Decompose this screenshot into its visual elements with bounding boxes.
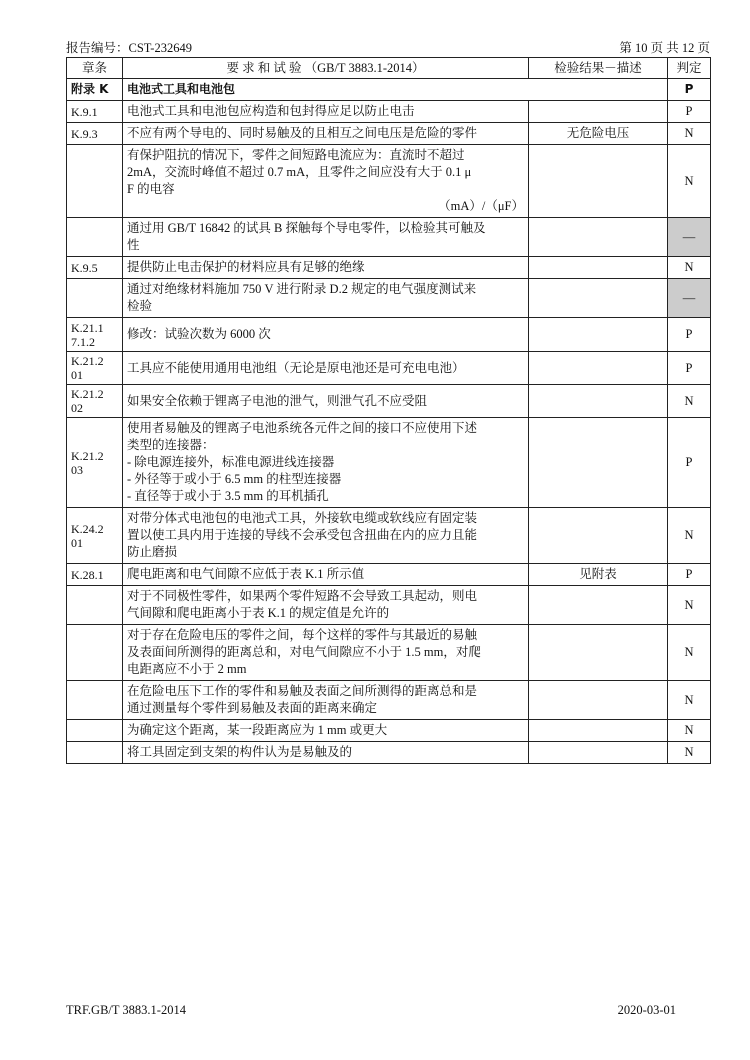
row-clause: K.9.1 bbox=[67, 101, 123, 123]
row-clause bbox=[67, 625, 123, 681]
row-result bbox=[529, 257, 668, 279]
row-verdict: N bbox=[668, 257, 711, 279]
row-requirement bbox=[123, 564, 529, 586]
row-requirement bbox=[123, 218, 529, 257]
table-row bbox=[67, 625, 711, 681]
requirement-line: 对于存在危险电压的零件之间，每个这样的零件与其最近的易触 bbox=[127, 628, 478, 642]
row-requirement bbox=[123, 742, 529, 764]
row-verdict: N bbox=[668, 123, 711, 145]
requirement-line: 如果安全依赖于锂离子电池的泄气，则泄气孔不应受阻 bbox=[127, 393, 428, 408]
row-verdict: P bbox=[668, 418, 711, 508]
table-row bbox=[67, 279, 711, 318]
row-clause bbox=[67, 720, 123, 742]
row-clause bbox=[67, 742, 123, 764]
col-header-result: 检验结果－描述 bbox=[529, 58, 668, 79]
row-requirement bbox=[123, 418, 529, 508]
col-header-verdict: 判定 bbox=[668, 58, 711, 79]
requirement-line: 使用者易触及的锂离子电池系统各元件之间的接口不应使用下述 bbox=[127, 421, 478, 435]
requirement-line: 通过用 GB/T 16842 的试具 B 探触每个导电零件，以检验其可触及 bbox=[127, 221, 486, 235]
table-row bbox=[67, 385, 711, 418]
row-result bbox=[529, 279, 668, 318]
row-requirement bbox=[123, 681, 529, 720]
requirement-line: 在危险电压下工作的零件和易触及表面之间所测得的距离总和是 bbox=[127, 684, 478, 698]
row-requirement bbox=[123, 586, 529, 625]
page-header bbox=[66, 39, 710, 57]
table-row bbox=[67, 564, 711, 586]
requirement-line: 通过测量每个零件到易触及表面的距离来确定 bbox=[127, 701, 378, 715]
row-requirement bbox=[123, 279, 529, 318]
annex-verdict: P bbox=[668, 79, 711, 101]
row-result bbox=[529, 318, 668, 352]
row-requirement bbox=[123, 352, 529, 385]
row-requirement bbox=[123, 385, 529, 418]
requirement-line: 电距离应不小于 2 mm bbox=[127, 662, 247, 676]
row-result: 见附表 bbox=[529, 564, 668, 586]
row-clause: K.24.2 01 bbox=[67, 508, 123, 564]
row-requirement bbox=[123, 101, 529, 123]
table-row bbox=[67, 101, 711, 123]
row-verdict: N bbox=[668, 681, 711, 720]
requirement-line: 2mA，交流时峰值不超过 0.7 mA，且零件之间应没有大于 0.1 μ bbox=[127, 165, 472, 179]
row-result bbox=[529, 145, 668, 218]
table-row bbox=[67, 720, 711, 742]
requirement-line: 检验 bbox=[127, 299, 153, 313]
row-result bbox=[529, 508, 668, 564]
row-clause bbox=[67, 586, 123, 625]
row-result bbox=[529, 352, 668, 385]
page-footer bbox=[66, 1003, 676, 1021]
row-clause: K.9.5 bbox=[67, 257, 123, 279]
requirement-line: 防止磨损 bbox=[127, 545, 178, 559]
requirement-line: 爬电距离和电气间隙不应低于表 K.1 所示值 bbox=[127, 567, 365, 581]
row-verdict: — bbox=[668, 218, 711, 257]
unit-suffix: （mA）/（μF） bbox=[438, 199, 524, 213]
row-clause: K.21.1 7.1.2 bbox=[67, 318, 123, 352]
row-result bbox=[529, 218, 668, 257]
row-result bbox=[529, 586, 668, 625]
row-verdict: N bbox=[668, 625, 711, 681]
row-verdict: N bbox=[668, 720, 711, 742]
row-verdict: N bbox=[668, 145, 711, 218]
row-clause bbox=[67, 145, 123, 218]
requirement-line: 将工具固定到支架的构件认为是易触及的 bbox=[127, 745, 353, 759]
table-row bbox=[67, 318, 711, 352]
row-verdict: N bbox=[668, 742, 711, 764]
row-requirement bbox=[123, 145, 529, 218]
row-verdict: P bbox=[668, 564, 711, 586]
requirement-line: 置以使工具内用于连接的导线不会承受包含扭曲在内的应力且能 bbox=[127, 528, 478, 542]
table-row bbox=[67, 218, 711, 257]
requirement-line: 及表面间所测得的距离总和，对电气间隙应不小于 1.5 mm，对爬 bbox=[127, 645, 481, 659]
requirement-line: 为确定这个距离，某一段距离应为 1 mm 或更大 bbox=[127, 723, 388, 737]
row-clause: K.9.3 bbox=[67, 123, 123, 145]
row-verdict: P bbox=[668, 101, 711, 123]
table-row bbox=[67, 508, 711, 564]
table-row bbox=[67, 681, 711, 720]
requirement-line: - 外径等于或小于 6.5 mm 的柱型连接器 bbox=[127, 472, 342, 486]
row-result bbox=[529, 742, 668, 764]
requirement-line: 类型的连接器： bbox=[127, 438, 215, 452]
report-number: 报告编号：CST-232649 bbox=[66, 41, 192, 55]
requirement-line: 修改：试验次数为 6000 次 bbox=[127, 327, 271, 341]
row-clause: K.28.1 bbox=[67, 564, 123, 586]
table-row bbox=[67, 257, 711, 279]
requirement-line: 性 bbox=[127, 238, 140, 252]
table-header-row bbox=[67, 58, 711, 79]
row-result bbox=[529, 101, 668, 123]
col-header-clause: 章条 bbox=[67, 58, 123, 79]
requirement-line: - 除电源连接外，标准电源进线连接器 bbox=[127, 455, 335, 469]
row-requirement bbox=[123, 123, 529, 145]
page-info: 第 10 页 共 12 页 bbox=[619, 41, 710, 55]
row-verdict: N bbox=[668, 586, 711, 625]
requirement-line: - 直径等于或小于 3.5 mm 的耳机插孔 bbox=[127, 489, 329, 503]
row-clause: K.21.2 02 bbox=[67, 385, 123, 418]
requirement-line: 对带分体式电池包的电池式工具，外接软电缆或软线应有固定装 bbox=[127, 511, 478, 525]
row-clause: K.21.2 03 bbox=[67, 418, 123, 508]
form-number: TRF.GB/T 3883.1-2014 bbox=[66, 1003, 186, 1017]
row-result bbox=[529, 681, 668, 720]
col-header-requirement: 要 求 和 试 验 （GB/T 3883.1-2014） bbox=[123, 58, 529, 79]
row-clause bbox=[67, 218, 123, 257]
requirement-line: 气间隙和爬电距离小于表 K.1 的规定值是允许的 bbox=[127, 606, 390, 620]
requirements-table bbox=[66, 57, 711, 764]
row-verdict: N bbox=[668, 508, 711, 564]
table-row bbox=[67, 123, 711, 145]
row-result bbox=[529, 625, 668, 681]
row-verdict: N bbox=[668, 385, 711, 418]
table-row bbox=[67, 418, 711, 508]
row-requirement bbox=[123, 508, 529, 564]
row-verdict: — bbox=[668, 279, 711, 318]
row-result bbox=[529, 720, 668, 742]
row-result bbox=[529, 418, 668, 508]
row-requirement bbox=[123, 720, 529, 742]
form-date: 2020-03-01 bbox=[617, 1003, 676, 1017]
row-requirement bbox=[123, 625, 529, 681]
requirement-line: 电池式工具和电池包应构造和包封得应足以防止电击 bbox=[127, 104, 415, 118]
requirement-line: 不应有两个导电的、同时易触及的且相互之间电压是危险的零件 bbox=[127, 126, 478, 140]
table-row bbox=[67, 145, 711, 218]
table-row bbox=[67, 742, 711, 764]
table-row bbox=[67, 586, 711, 625]
row-requirement bbox=[123, 318, 529, 352]
row-requirement bbox=[123, 257, 529, 279]
requirement-line: 有保护阻抗的情况下，零件之间短路电流应为：直流时不超过 bbox=[127, 148, 465, 162]
requirement-line: F 的电容 bbox=[127, 182, 175, 196]
row-result: 无危险电压 bbox=[529, 123, 668, 145]
row-result bbox=[529, 385, 668, 418]
row-clause bbox=[67, 681, 123, 720]
annex-title: 电池式工具和电池包 bbox=[123, 79, 668, 101]
requirement-line: 工具应不能使用通用电池组（无论是原电池还是可充电电池） bbox=[127, 360, 465, 375]
row-verdict: P bbox=[668, 352, 711, 385]
table-row bbox=[67, 352, 711, 385]
row-clause bbox=[67, 279, 123, 318]
row-clause: K.21.2 01 bbox=[67, 352, 123, 385]
annex-clause: 附录 K bbox=[67, 79, 123, 101]
row-verdict: P bbox=[668, 318, 711, 352]
requirement-line: 通过对绝缘材料施加 750 V 进行附录 D.2 规定的电气强度测试来 bbox=[127, 282, 477, 296]
annex-row bbox=[67, 79, 711, 101]
requirement-line: 对于不同极性零件，如果两个零件短路不会导致工具起动，则电 bbox=[127, 589, 478, 603]
requirement-line: 提供防止电击保护的材料应具有足够的绝缘 bbox=[127, 260, 365, 274]
